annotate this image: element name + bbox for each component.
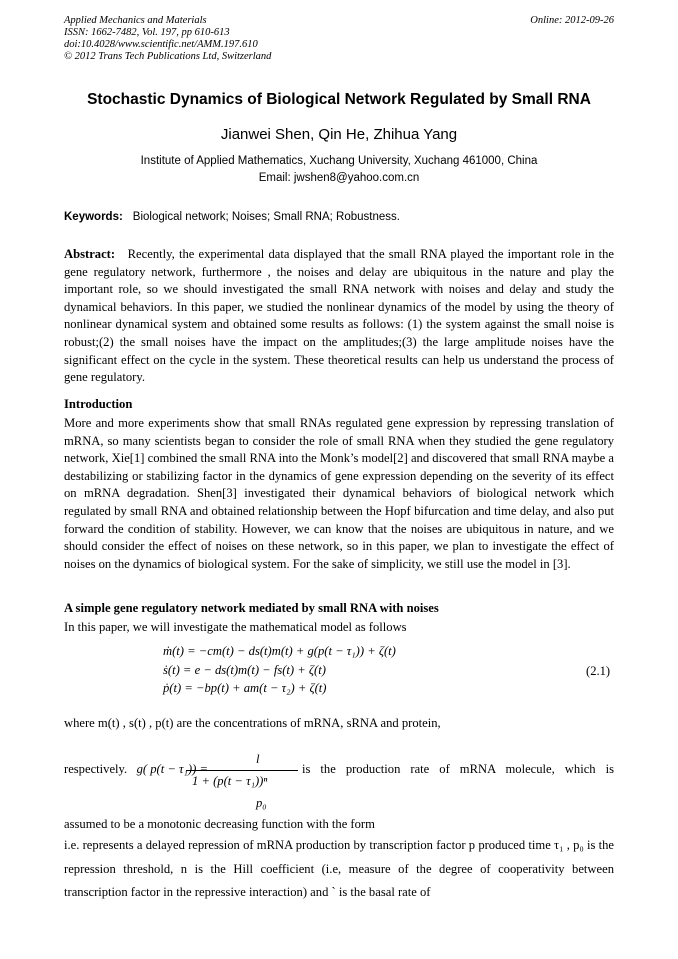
model-intro-line: In this paper, we will investigate the mathematical model as follows: [64, 620, 407, 634]
equation-s: ṡ(t) = e − ds(t)m(t) − fs(t) + ζ(t): [163, 662, 326, 677]
g-function: g( p(t − τ₁)) =: [136, 762, 208, 776]
intro-heading: Introduction: [64, 397, 133, 411]
keywords-label: Keywords:: [64, 211, 123, 223]
equation-block: [163, 642, 396, 698]
doi-line: doi:10.4028/www.scientific.net/AMM.197.610: [64, 39, 258, 50]
fraction-denominator: 1 + (p(t − τ₁))ⁿ: [192, 774, 268, 788]
author-list: Jianwei Shen, Qin He, Zhihua Yang: [220, 126, 458, 143]
affiliation: Institute of Applied Mathematics, Xuchang University, Xuchang 461000, China: [140, 155, 538, 167]
copyright-line: © 2012 Trans Tech Publications Ltd, Switzerland: [64, 51, 272, 62]
equation-m: ṁ(t) = −cm(t) − ds(t)m(t) + g(p(t − τ₁)) + ζ(t): [163, 644, 396, 658]
section2-heading: A simple gene regulatory network mediated by small RNA with noises: [64, 601, 439, 615]
fraction-bar: [186, 770, 298, 771]
paper-title: Stochastic Dynamics of Biological Network Regulated by Small RNA: [87, 91, 591, 108]
fraction-threshold: p₀: [256, 796, 267, 810]
ie-paragraph: i.e. represents a delayed repression of mRNA production by transcription factor p produced time τ₁ , p₀ is the repression threshold, n is the Hill coefficient (i.e, measure of the degree of cooperativity between transcription factor in the repressive interaction) and ` is the basal rate of: [64, 838, 614, 899]
online-date: Online: 2012-09-26: [530, 15, 614, 26]
respectively-word: respectively.: [64, 762, 128, 776]
abstract-paragraph: [64, 246, 614, 387]
affiliation-block: [0, 153, 678, 187]
journal-name: Applied Mechanics and Materials: [64, 15, 207, 26]
equation-p: ṗ(t) = −bp(t) + am(t − τ₂) + ζ(t): [163, 681, 327, 695]
journal-header: [64, 15, 614, 63]
fraction-numerator: l: [256, 752, 260, 766]
email: Email: jwshen8@yahoo.com.cn: [258, 172, 420, 184]
g-definition-rhs: is the production rate of mRNA molecule, which is: [302, 762, 614, 776]
issn-line: ISSN: 1662-7482, Vol. 197, pp 610-613: [64, 27, 230, 38]
abstract-text: Recently, the experimental data displayed that the small RNA played the important role in the gene regulatory network, furthermore , the noises and delay are ubiquitous in the nature and play the important role, so we should investigated the small RNA network with noises and delay and study the dynamical behaviors. In this paper, we studied the nonlinear dynamics of the model by using the theory of nonlinear dynamical system and obtained some results as follows: (1) the system against the small noise is robust;(2) the small noises have the impact on the amplitudes;(3) the large amplitude noises have the significant effect on the cycle in the system. These theoretical results can help us understand the process of gene regulatory.: [64, 247, 614, 385]
keywords-text: Biological network; Noises; Small RNA; Robustness.: [132, 211, 400, 223]
keywords-line: [64, 211, 614, 223]
where-line: where m(t) , s(t) , p(t) are the concentrations of mRNA, sRNA and protein,: [64, 716, 441, 730]
intro-paragraph: More and more experiments show that small RNAs regulated gene expression by repressing translation of mRNA, so many scientists began to consider the role of small RNA when they studied the gene regulatory network, Xie[1] combined the small RNA into the Monk’s model[2] and discovered that small RNA maybe a destabilizing or stabilizing factor in the dynamics of gene expression depending on the severity of its effect on mRNA degradation. Shen[3] investigated their dynamical behaviors of biological network which regulated by small RNA and obtained relationship between the Hopf bifurcation and time delay, and also put forward the condition of stability. However, we can know that the noises are ubiquitous in nature, and we should consider the effect of noises on these network, so in this paper, we plan to investigate the effect of noises on the dynamics of biological system. For the sake of simplicity, we still use the model in [3].: [64, 416, 614, 571]
abstract-label: Abstract:: [64, 247, 116, 261]
monotonic-line: assumed to be a monotonic decreasing function with the form: [64, 817, 375, 831]
equation-number: (2.1): [586, 664, 611, 678]
